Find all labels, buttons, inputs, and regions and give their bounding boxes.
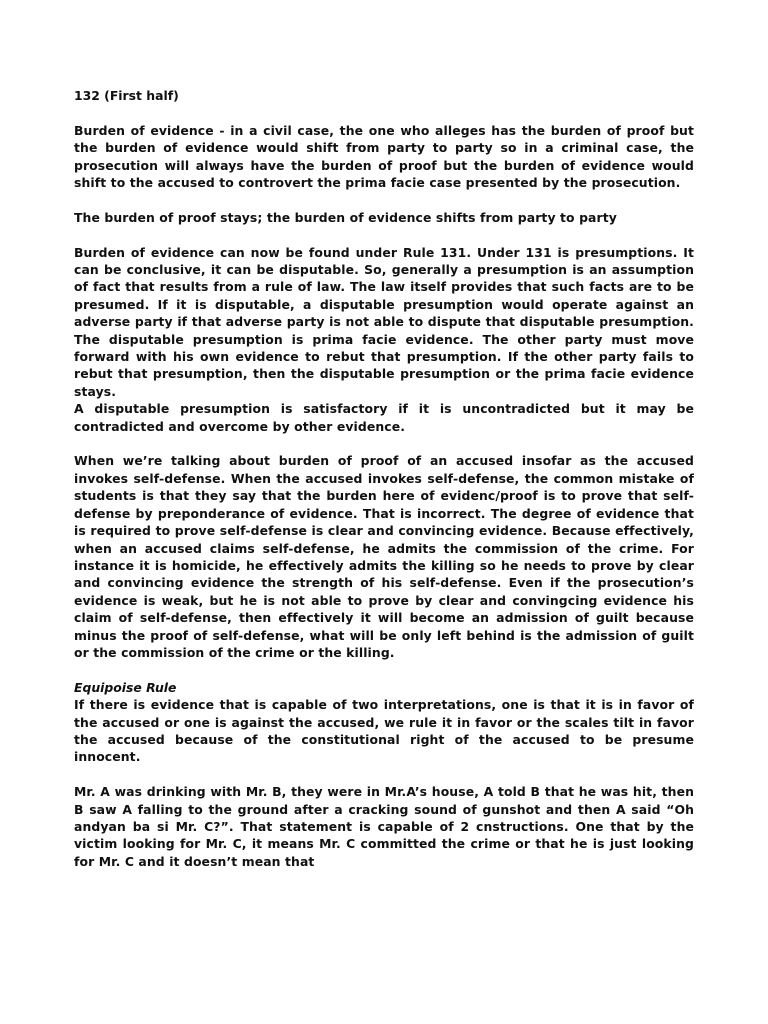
- section-title: 132 (First half): [74, 88, 179, 103]
- paragraph-self-defense: When we’re talking about burden of proof of an accused insofar as the accused invokes self-defense. When the accused invokes self-defense, the common mistake of students is that they say that the burden here of evidenc/proof is to prove that self-defense by preponderance of evidence. That is incorrect. The degree of evidence that is required to prove self-defense is clear and convincing evidence. Because effectively, when an accused claims self-defense, he admits the commission of the crime. For instance it is homicide, he effectively admits the killing so he needs to prove by clear and convincing evidence the strength of his self-defense. Even if the prosecution’s evidence is weak, but he is not able to prove by clear and convingcing evidence his claim of self-defense, then effectively it will become an admission of guilt because minus the proof of self-defense, what will be only left behind is the admission of guilt or the commission of the crime or the killing.: [74, 453, 694, 660]
- paragraph-burden-of-proof-stays: The burden of proof stays; the burden of evidence shifts from party to party: [74, 209, 617, 225]
- paragraph-disputable-presumption: A disputable presumption is satisfactory if it is uncontradicted but it may be contradicted and overcome by other evidence.: [74, 401, 694, 434]
- document-page: [74, 87, 694, 870]
- heading-equipoise-rule: Equipoise Rule: [74, 679, 177, 695]
- paragraph-burden-of-evidence: Burden of evidence - in a civil case, the one who alleges has the burden of proof but the burden of evidence would shift from party to party so in a criminal case, the prosecution will always have the burden of proof but the burden of evidence would shift to the accused to controvert the prima facie case presented by the prosecution.: [74, 122, 694, 191]
- paragraph-rule-131-presumptions: Burden of evidence can now be found under Rule 131. Under 131 is presumptions. It can be conclusive, it can be disputable. So, generally a presumption is an assumption of fact that results from a rule of law. The law itself provides that such facts are to be presumed. If it is disputable, a disputable presumption would operate against an adverse party if that adverse party is not able to dispute that disputable presumption. The disputable presumption is prima facie evidence. The other party must move forward with his own evidence to rebut that presumption. If the other party fails to rebut that presumption, then the disputable presumption or the prima facie evidence stays.: [74, 244, 694, 399]
- paragraph-example-mr-a: Mr. A was drinking with Mr. B, they were in Mr.A’s house, A told B that he was hit, then B saw A falling to the ground after a cracking sound of gunshot and then A said “Oh andyan ba si Mr. C?”. That statement is capable of 2 cnstructions. One that by the victim looking for Mr. C, it means Mr. C committed the crime or that he is just looking for Mr. C and it doesn’t mean that: [74, 784, 694, 869]
- paragraph-equipoise-rule: If there is evidence that is capable of two interpretations, one is that it is in favor of the accused or one is against the accused, we rule it in favor or the scales tilt in favor the accused because of the constitutional right of the accused to be presume innocent.: [74, 697, 694, 765]
